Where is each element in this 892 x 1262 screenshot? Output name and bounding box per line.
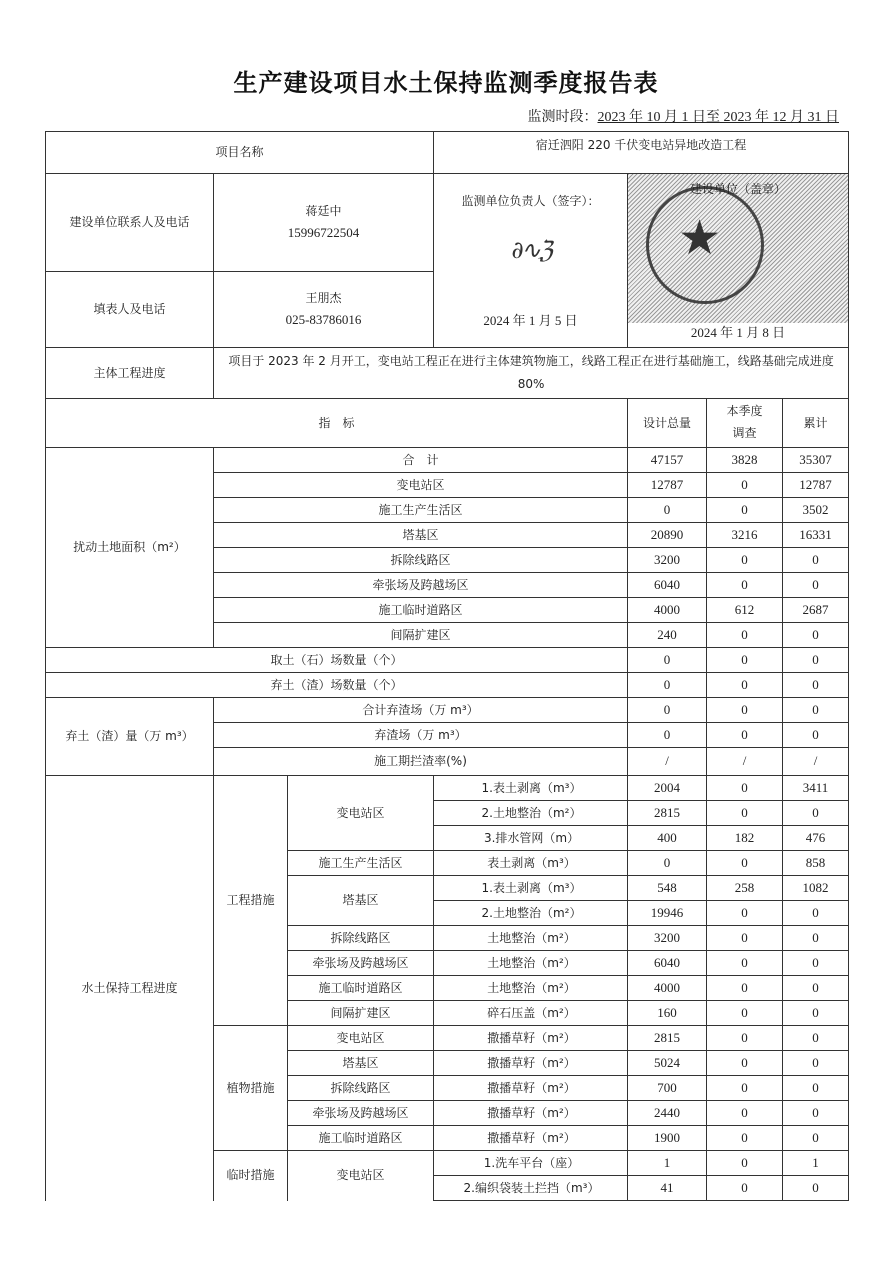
cumulative-value: 0: [783, 573, 849, 598]
spoil-site-count-row: [46, 673, 849, 698]
spoil-volume-item: 弃渣场（万 m³）: [214, 723, 628, 748]
spoil-volume-row: [46, 698, 849, 723]
quarter-value: 0: [707, 573, 783, 598]
swc-zone: 施工临时道路区: [288, 976, 434, 1001]
swc-measure: 土地整治（m²）: [434, 926, 628, 951]
design-value: 41: [628, 1176, 707, 1201]
quarter-value: 0: [707, 548, 783, 573]
swc-measure: 2.编织袋装土拦挡（m³）: [434, 1176, 628, 1201]
quarter-value: 0: [707, 851, 783, 876]
quarter-value: 0: [707, 1101, 783, 1126]
monitor-sign-date: 2024 年 1 月 5 日: [483, 312, 578, 328]
design-value: 4000: [628, 976, 707, 1001]
design-value: 6040: [628, 573, 707, 598]
disturbed-area-zone: 施工生产生活区: [214, 498, 628, 523]
cumulative-value: 0: [783, 1101, 849, 1126]
cumulative-value: 0: [783, 1076, 849, 1101]
design-value: 0: [628, 698, 707, 723]
quarter-value: 0: [707, 776, 783, 801]
temporary-measures-label: 临时措施: [214, 1151, 288, 1201]
monitor-head-label: 监测单位负责人（签字）：: [461, 194, 600, 208]
filler-label: 填表人及电话: [46, 272, 214, 348]
quarter-value: /: [707, 748, 783, 776]
builder-contact-name: 蒋廷中: [305, 203, 342, 218]
design-value: 240: [628, 623, 707, 648]
spoil-volume-item: 施工期拦渣率(%): [214, 748, 628, 776]
design-value: 1: [628, 1151, 707, 1176]
quarter-value: 258: [707, 876, 783, 901]
quarter-value: 0: [707, 1151, 783, 1176]
design-value: /: [628, 748, 707, 776]
swc-zone: 塔基区: [288, 876, 434, 926]
design-value: 548: [628, 876, 707, 901]
swc-measure: 1.表土剥离（m³）: [434, 776, 628, 801]
borrow-pit-count-label: 取土（石）场数量（个）: [46, 648, 628, 673]
cumulative-value: 0: [783, 976, 849, 1001]
design-value: 160: [628, 1001, 707, 1026]
cumulative-value: 1082: [783, 876, 849, 901]
cumulative-value: /: [783, 748, 849, 776]
quarter-value: 0: [707, 1001, 783, 1026]
swc-zone: 拆除线路区: [288, 926, 434, 951]
quarter-value: 182: [707, 826, 783, 851]
quarter-value: 0: [707, 801, 783, 826]
swc-measure: 撒播草籽（m²）: [434, 1101, 628, 1126]
cumulative-value: 0: [783, 1051, 849, 1076]
quarter-value: 0: [707, 1076, 783, 1101]
swc-measure: 撒播草籽（m²）: [434, 1126, 628, 1151]
quarter-value: 0: [707, 1126, 783, 1151]
design-value: 20890: [628, 523, 707, 548]
report-title: 生产建设项目水土保持监测季度报告表: [233, 69, 659, 97]
quarter-value: 0: [707, 698, 783, 723]
engineering-measures-label: 工程措施: [214, 776, 288, 1026]
quarter-value: 0: [707, 498, 783, 523]
design-value: 2004: [628, 776, 707, 801]
design-value: 0: [628, 648, 707, 673]
col-quarter: 本季度调查: [707, 399, 783, 448]
cumulative-value: 0: [783, 1176, 849, 1201]
design-value: 2815: [628, 801, 707, 826]
cumulative-value: 3502: [783, 498, 849, 523]
cumulative-value: 2687: [783, 598, 849, 623]
design-value: 0: [628, 723, 707, 748]
spoil-site-count-label: 弃土（渣）场数量（个）: [46, 673, 628, 698]
disturbed-area-zone: 施工临时道路区: [214, 598, 628, 623]
design-value: 6040: [628, 951, 707, 976]
cumulative-value: 0: [783, 623, 849, 648]
monitoring-period: [528, 106, 840, 126]
builder-contact-cell: [214, 174, 434, 272]
spoil-volume-item: 合计弃渣场（万 m³）: [214, 698, 628, 723]
cumulative-value: 0: [783, 951, 849, 976]
builder-contact-phone: 15996722504: [287, 224, 360, 240]
cumulative-value: 0: [783, 1126, 849, 1151]
monitoring-period-value: 2023 年 10 月 1 日至 2023 年 12 月 31 日: [597, 110, 839, 125]
design-value: 5024: [628, 1051, 707, 1076]
swc-measure: 土地整治（m²）: [434, 976, 628, 1001]
swc-measure: 碎石压盖（m²）: [434, 1001, 628, 1026]
swc-progress-label: 水土保持工程进度: [46, 776, 214, 1201]
disturbed-area-zone: 合 计: [214, 448, 628, 473]
cumulative-value: 0: [783, 648, 849, 673]
project-name-label: 项目名称: [46, 132, 434, 174]
swc-measure: 2.土地整治（m²）: [434, 801, 628, 826]
cumulative-value: 0: [783, 698, 849, 723]
design-value: 0: [628, 498, 707, 523]
builder-contact-row: [46, 174, 849, 272]
design-value: 700: [628, 1076, 707, 1101]
filler-cell: [214, 272, 434, 348]
design-value: 4000: [628, 598, 707, 623]
disturbed-area-zone: 间隔扩建区: [214, 623, 628, 648]
swc-measure: 土地整治（m²）: [434, 951, 628, 976]
cumulative-value: 12787: [783, 473, 849, 498]
cumulative-value: 0: [783, 548, 849, 573]
quarter-value: 0: [707, 901, 783, 926]
swc-measure: 表土剥离（m³）: [434, 851, 628, 876]
swc-measure: 2.土地整治（m²）: [434, 901, 628, 926]
quarter-value: 0: [707, 723, 783, 748]
project-name-value: 宿迁泗阳 220 千伏变电站异地改造工程: [434, 132, 849, 174]
quarter-value: 0: [707, 1176, 783, 1201]
swc-measure: 撒播草籽（m²）: [434, 1076, 628, 1101]
design-value: 47157: [628, 448, 707, 473]
design-value: 0: [628, 673, 707, 698]
design-value: 400: [628, 826, 707, 851]
swc-zone: 变电站区: [288, 1026, 434, 1051]
disturbed-area-zone: 塔基区: [214, 523, 628, 548]
cumulative-value: 0: [783, 901, 849, 926]
quarter-value: 0: [707, 951, 783, 976]
disturbed-area-zone: 变电站区: [214, 473, 628, 498]
col-cumulative: 累计: [783, 399, 849, 448]
cumulative-value: 16331: [783, 523, 849, 548]
swc-zone: 变电站区: [288, 1151, 434, 1201]
quarter-value: 0: [707, 926, 783, 951]
column-header-row: [46, 399, 849, 448]
quarter-value: 0: [707, 976, 783, 1001]
col-indicator: 指 标: [46, 399, 628, 448]
design-value: 3200: [628, 548, 707, 573]
cumulative-value: 0: [783, 673, 849, 698]
swc-measure: 1.表土剥离（m³）: [434, 876, 628, 901]
design-value: 2440: [628, 1101, 707, 1126]
cumulative-value: 858: [783, 851, 849, 876]
builder-stamp-cell: [628, 174, 849, 348]
quarter-value: 3216: [707, 523, 783, 548]
cumulative-value: 35307: [783, 448, 849, 473]
builder-stamp-date: 2024 年 1 月 8 日: [690, 324, 786, 340]
progress-row: [46, 348, 849, 399]
cumulative-value: 0: [783, 801, 849, 826]
col-design: 设计总量: [628, 399, 707, 448]
builder-stamp-label: 建设单位（盖章）: [690, 182, 787, 196]
disturbed-area-zone: 牵张场及跨越场区: [214, 573, 628, 598]
cumulative-value: 0: [783, 1026, 849, 1051]
cumulative-value: 0: [783, 1001, 849, 1026]
report-table: [45, 131, 849, 1201]
quarter-value: 0: [707, 673, 783, 698]
progress-label: 主体工程进度: [46, 348, 214, 399]
design-value: 1900: [628, 1126, 707, 1151]
cumulative-value: 3411: [783, 776, 849, 801]
swc-zone: 牵张场及跨越场区: [288, 1101, 434, 1126]
swc-measure: 1.洗车平台（座）: [434, 1151, 628, 1176]
swc-zone: 变电站区: [288, 776, 434, 851]
design-value: 2815: [628, 1026, 707, 1051]
vegetation-measures-label: 植物措施: [214, 1026, 288, 1151]
disturbed-area-label: 扰动土地面积（m²）: [46, 448, 214, 648]
design-value: 0: [628, 851, 707, 876]
monitoring-period-label: 监测时段：: [527, 110, 598, 125]
quarter-value: 0: [707, 473, 783, 498]
design-value: 19946: [628, 901, 707, 926]
design-value: 3200: [628, 926, 707, 951]
seal-star-icon: ★: [678, 210, 722, 266]
swc-zone: 牵张场及跨越场区: [288, 951, 434, 976]
borrow-pit-count-row: [46, 648, 849, 673]
cumulative-value: 476: [783, 826, 849, 851]
swc-zone: 塔基区: [288, 1051, 434, 1076]
progress-text: 项目于 2023 年 2 月开工，变电站工程正在进行主体建筑物施工，线路工程正在进行基础施工，线路基础完成进度 80%: [214, 348, 849, 399]
swc-measure: 撒播草籽（m²）: [434, 1026, 628, 1051]
cumulative-value: 0: [783, 926, 849, 951]
quarter-value: 3828: [707, 448, 783, 473]
monitor-signature: ∂∿ℨ: [511, 236, 550, 264]
design-value: 12787: [628, 473, 707, 498]
monitor-sign-cell: [434, 174, 628, 348]
project-name-row: [46, 132, 849, 174]
quarter-value: 0: [707, 648, 783, 673]
filler-phone: 025-83786016: [285, 311, 362, 327]
swc-zone: 间隔扩建区: [288, 1001, 434, 1026]
quarter-value: 0: [707, 1026, 783, 1051]
disturbed-area-zone: 拆除线路区: [214, 548, 628, 573]
swc-measure: 撒播草籽（m²）: [434, 1051, 628, 1076]
builder-contact-label: 建设单位联系人及电话: [46, 174, 214, 272]
cumulative-value: 0: [783, 723, 849, 748]
swc-zone: 拆除线路区: [288, 1076, 434, 1101]
swc-zone: 施工临时道路区: [288, 1126, 434, 1151]
spoil-volume-label: 弃土（渣）量（万 m³）: [46, 698, 214, 776]
swc-item-row: [46, 776, 849, 801]
disturbed-area-row: [46, 448, 849, 473]
filler-name: 王朋杰: [305, 290, 342, 305]
quarter-value: 0: [707, 623, 783, 648]
quarter-value: 612: [707, 598, 783, 623]
swc-measure: 3.排水管网（m）: [434, 826, 628, 851]
swc-zone: 施工生产生活区: [288, 851, 434, 876]
cumulative-value: 1: [783, 1151, 849, 1176]
quarter-value: 0: [707, 1051, 783, 1076]
